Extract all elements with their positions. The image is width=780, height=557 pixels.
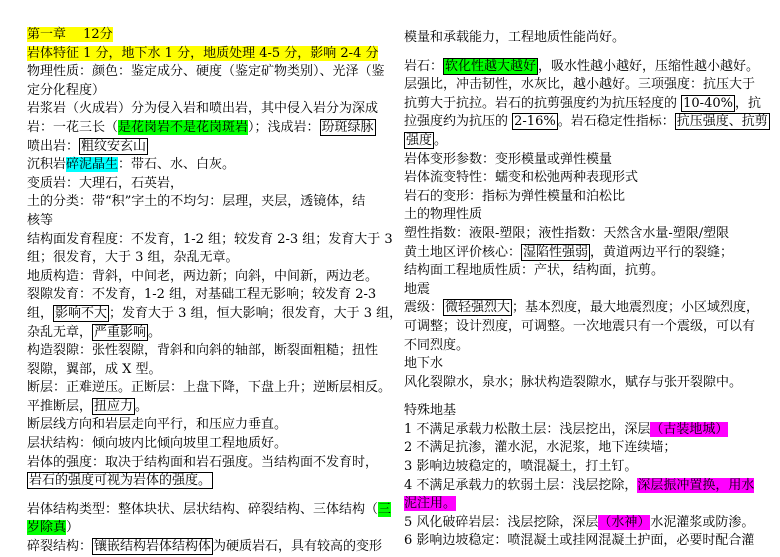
boxed-term: 粗纹安玄山 (81, 138, 147, 154)
chapter-heading: 第一章 12分 (27, 27, 113, 42)
spacer (27, 491, 387, 501)
text-line (27, 119, 387, 138)
text-line: 组；很发育，大于 3 组，杂乱无章。 (27, 250, 239, 266)
text-line (404, 299, 766, 318)
left-column (27, 0, 403, 557)
text-line: 断层：正难逆压。正断层：上盘下降，下盘上升；逆断层相反。 (27, 380, 392, 396)
text-line: 2 不满足抗渗，灌水泥，水泥浆，地下连续墙； (404, 440, 677, 456)
score-text: 岩体特征 1 分，地下水 1 分，地质处理 4-5 分，影响 2-4 分 (27, 45, 379, 61)
highlight-magenta: （古装地城） (650, 421, 729, 437)
highlight-cyan: 碎泥晶生 (66, 157, 119, 173)
text-line: 地下水 (404, 356, 444, 372)
text-line (27, 519, 387, 538)
text-line (27, 538, 387, 557)
boxed-term: 2-16% (514, 114, 556, 130)
text-line (404, 495, 766, 514)
text-span: 岩体结构类型：整体块状、层状结构、碎裂结构、三体结构（ (27, 501, 379, 517)
boxed-term: 严重影响 (94, 324, 147, 340)
text-line: 可调整；设计烈度，可调整。一次地震只有一个震级，可以有 (404, 318, 756, 334)
boxed-term: 影响不大 (55, 305, 108, 321)
text-span: 。 (135, 398, 149, 414)
text-span: 黄土地区评价核心： (404, 244, 522, 260)
highlight-magenta: 泥注用。 (404, 496, 457, 512)
highlight-green: 岁除真 (27, 520, 67, 536)
highlight-green: 三 (378, 501, 392, 517)
boxed-term: 10-40% (683, 95, 733, 111)
text-line: 定分化程度） (27, 82, 106, 98)
text-line: 岩石的变形：指标为弹性模量和泊松比 (404, 188, 626, 204)
text-span: ；基本烈度，最大地震烈度；小区域烈度， (512, 300, 760, 316)
text-span: 4 不满足承载力的软弱土层：浅层挖除， (404, 477, 638, 493)
text-span: ） (66, 520, 80, 536)
boxed-term: 镶嵌结构岩体结构体 (94, 539, 212, 555)
chapter-title (27, 26, 387, 45)
text-span: 震级： (404, 300, 444, 316)
text-line (27, 398, 387, 417)
right-column (404, 0, 766, 551)
text-line: 6 影响边坡稳定：喷混凝土或挂网混凝土护面，必要时配合灌 (404, 533, 755, 549)
highlight-green: 软化性越大越好 (445, 58, 537, 74)
text-line: 不同烈度。 (404, 337, 470, 353)
boxed-term: 微轻强烈大 (445, 300, 511, 316)
spacer (404, 48, 766, 58)
text-span: 沉积岩 (27, 157, 67, 173)
text-line (27, 305, 403, 324)
boxed-term: 扭应力 (94, 398, 134, 414)
text-line: 物理性质：颜色：鉴定成分、硬度（鉴定矿物类别）、光泽（鉴 (27, 64, 385, 80)
text-line: 3 影响边坡稳定的，喷混凝土，打土钉。 (404, 459, 638, 475)
highlight-green: 是花岗岩不是花岗斑岩 (118, 119, 249, 135)
text-line: 变质岩：大理石，石英岩， (27, 175, 184, 191)
text-line (27, 324, 387, 343)
boxed-term: 湿陷性强弱 (523, 244, 589, 260)
boxed-term: 强度 (406, 132, 433, 148)
text-line: 裂隙发育：不发育，1-2 组，对基础工程无影响；较发育 2-3 (27, 287, 377, 303)
text-line: 岩体流变特性：蠕变和松弛两种表现形式 (404, 170, 639, 186)
text-span: 水泥灌浆或防渗。 (650, 514, 755, 530)
text-line: 岩体变形参数：变形模量或弹性模量 (404, 151, 613, 167)
text-line (404, 113, 766, 132)
text-span: 拉强度约为抗压的 (404, 114, 513, 130)
text-span: 喷出岩： (27, 138, 80, 154)
text-span: 岩石： (404, 58, 444, 74)
text-line: 岩体的强度：取决于结构面和岩石强度。当结构面不发育时， (27, 454, 379, 470)
text-line (404, 58, 766, 77)
text-span: 杂乱无章， (27, 324, 93, 340)
text-line (404, 514, 766, 533)
text-line: 结构面工程地质性质：产状，结构面，抗剪。 (404, 263, 665, 279)
text-line (27, 138, 387, 157)
text-span: 平推断层， (27, 398, 93, 414)
boxed-term: 岩石的强度可视为岩体的强度。 (29, 473, 212, 489)
text-span: ；发育大于 3 组，恒大影响；很发育，大于 3 组， (109, 305, 403, 321)
text-line: 土的分类：带“积”字土的不均匀：层理，夹层，透镜体，结 (27, 194, 366, 210)
text-line (404, 477, 766, 496)
text-line: 断层线方向和岩层走向平行，和压应力垂直。 (27, 417, 288, 433)
text-line: 岩浆岩（火成岩）分为侵入岩和喷出岩，其中侵入岩分为深成 (27, 101, 379, 117)
text-span: ：带石、水、白灰。 (118, 157, 236, 173)
text-line (404, 421, 766, 440)
text-line: 构造裂隙：张性裂隙，背斜和向斜的轴部，断裂面粗糙；扭性 (27, 343, 379, 359)
highlight-magenta: （水神） (598, 514, 651, 530)
text-line (404, 95, 766, 114)
text-span: 抗剪大于抗拉。岩石的抗剪强度约为抗压轻度的 (404, 95, 682, 111)
text-span: 为硬质岩石，具有较高的变形 (213, 539, 383, 555)
text-span: 组， (27, 305, 54, 321)
highlight-magenta: 深层振冲置换，用水 (637, 477, 755, 493)
text-line (404, 132, 766, 151)
text-line: 地质构造：背斜，中间老，两边新；向斜，中间新，两边老。 (27, 268, 379, 284)
score-line (27, 45, 387, 64)
text-line: 层状结构：倾向坡内比倾向坡里工程地质好。 (27, 436, 288, 452)
boxed-term: 玢斑绿脉 (321, 119, 374, 135)
text-line: 层强比，冲击韧性，水灰比，越小越好。三项强度：抗压大于 (404, 77, 756, 93)
text-line (27, 472, 387, 491)
text-span: 。 (148, 324, 162, 340)
text-line (27, 501, 392, 520)
text-span: 。 (434, 132, 448, 148)
text-line: 塑性指数：液限-塑限；液性指数：天然含水量-塑限/塑限 (404, 225, 730, 241)
text-span: ，吸水性越小越好，压缩性越小越好。 (538, 58, 760, 74)
text-span: 5 风化破碎岩层：浅层挖除，深层 (404, 514, 599, 530)
spacer (404, 392, 766, 402)
text-line: 核等 (27, 212, 54, 228)
text-line (404, 244, 766, 263)
text-span: 。岩石稳定性指标： (557, 114, 675, 130)
boxed-term: 抗压强度、抗剪 (676, 114, 768, 130)
text-line: 结构面发育程度：不发育，1-2 组；较发育 2-3 组；发育大于 3 (27, 231, 393, 247)
text-span: ，抗 (734, 95, 761, 111)
text-line: 风化裂隙水，泉水；脉状构造裂隙水，赋存与张开裂隙中。 (404, 374, 743, 390)
text-line: 裂隙，翼部，成 X 型。 (27, 361, 162, 377)
text-line: 模量和承载能力，工程地质性能尚好。 (404, 30, 626, 45)
text-span: 1 不满足承载力松散土层：浅层挖出，深层 (404, 421, 651, 437)
text-span: ，黄道两边平行的裂缝； (590, 244, 734, 260)
text-line: 土的物理性质 (404, 207, 483, 223)
text-span: 岩：一花三长（ (27, 119, 119, 135)
text-span: 碎裂结构： (27, 539, 93, 555)
text-line: 特殊地基 (404, 403, 457, 419)
text-span: ）；浅成岩： (248, 119, 320, 135)
text-line (27, 156, 387, 175)
text-line: 地震 (404, 281, 431, 297)
